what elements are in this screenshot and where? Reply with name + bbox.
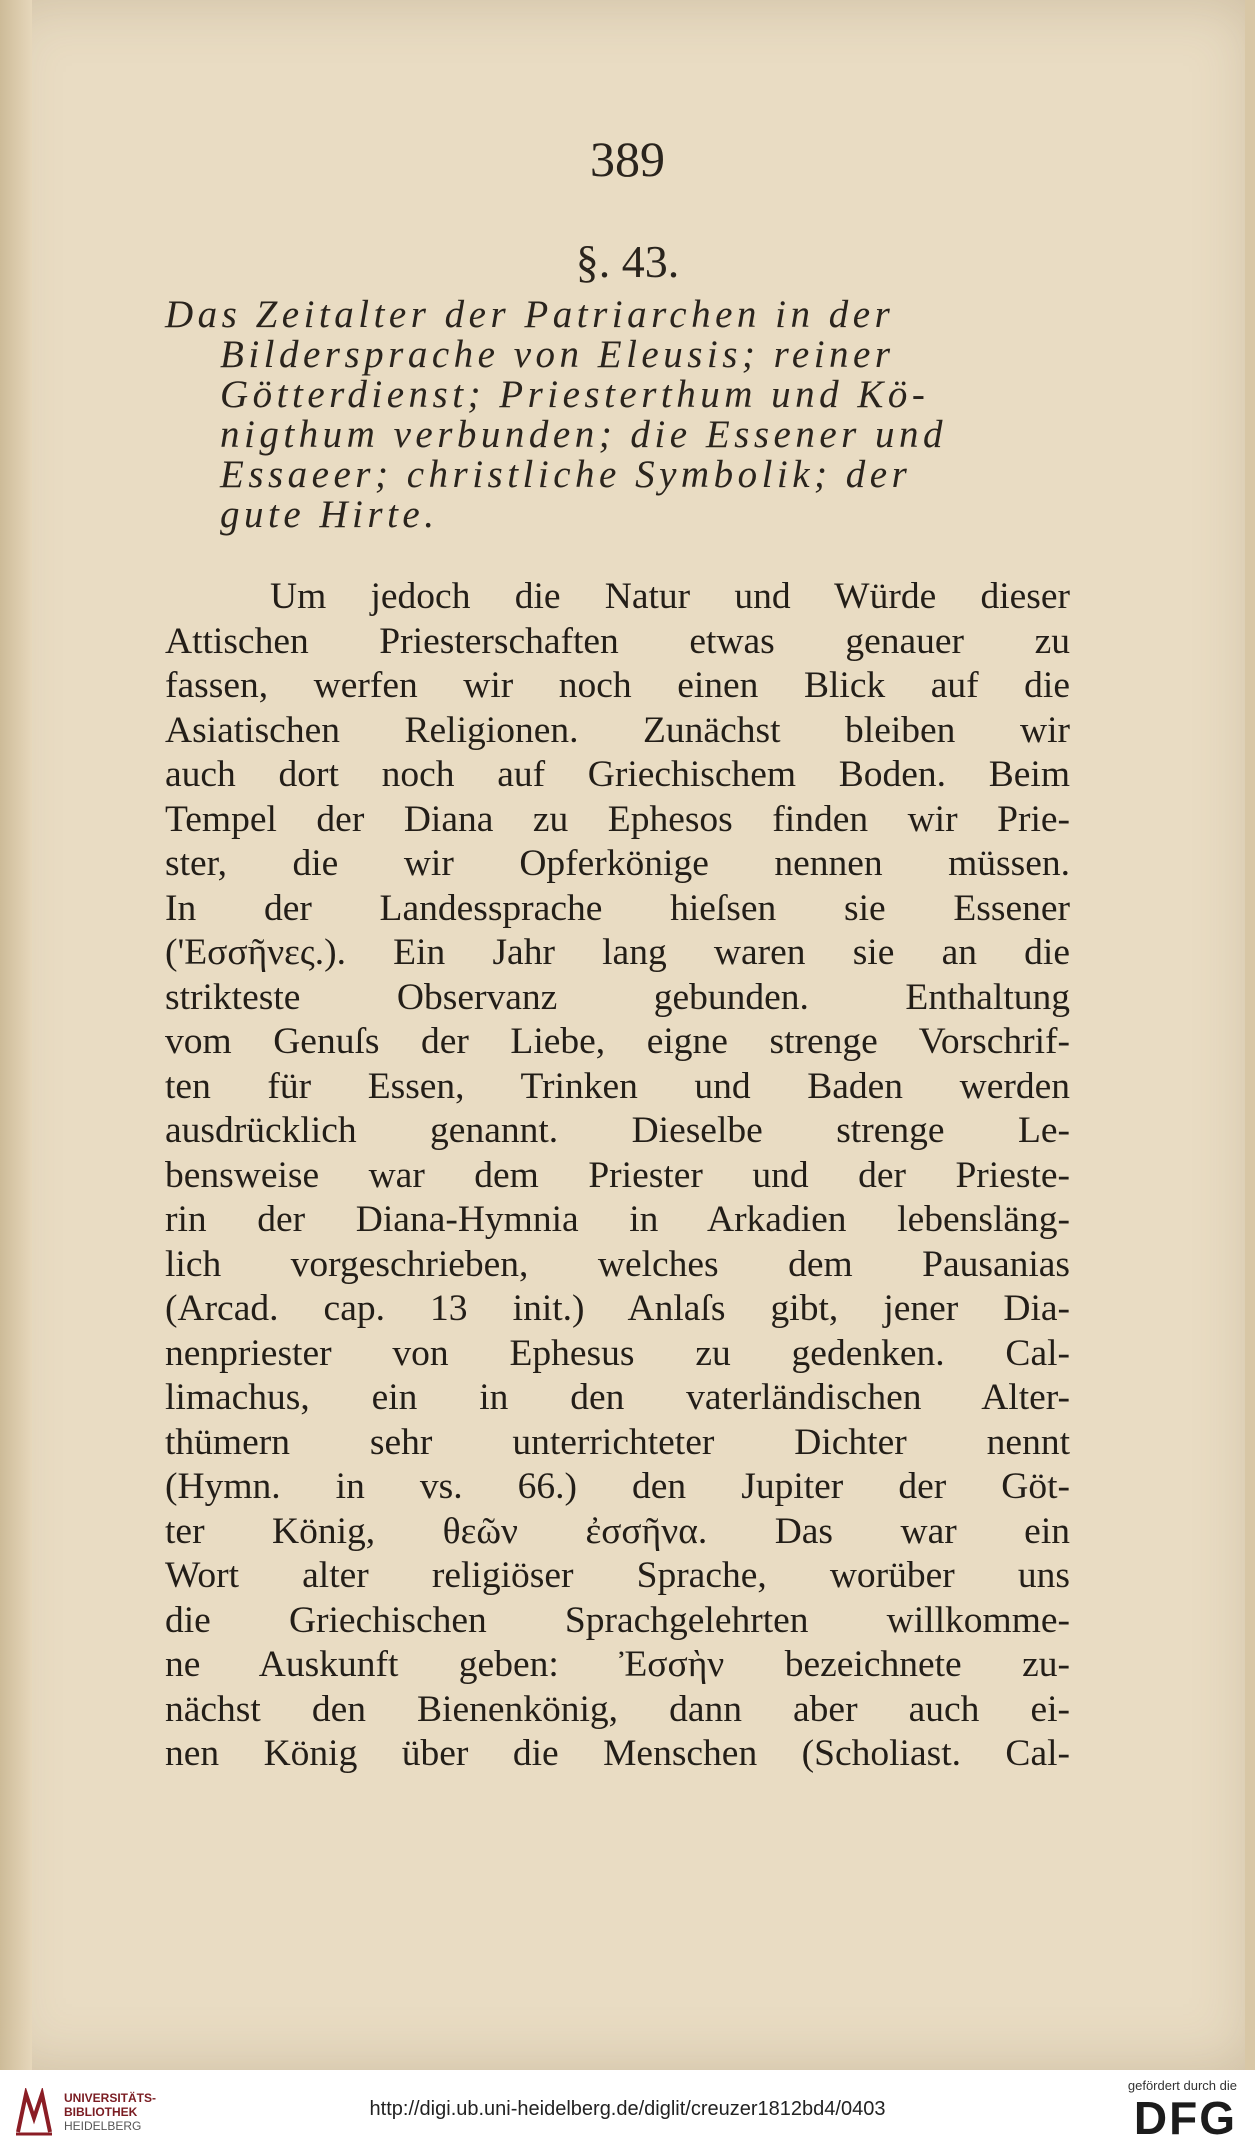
summary-line: Bildersprache von Eleusis; reiner (220, 333, 895, 376)
library-name-line: UNIVERSITÄTS- (64, 2091, 157, 2105)
body-line: thümern sehr unterrichteter Dichter nennt (165, 1421, 1070, 1463)
summary-line: gute Hirte. (220, 493, 439, 536)
body-line: ter König, θεῶν ἐσσῆνα. Das war ein (165, 1510, 1070, 1552)
viewer-footer (0, 2070, 1255, 2155)
body-line: Tempel der Diana zu Ephesos finden wir Prie- (165, 798, 1070, 840)
body-line: ('Εσσῆνες.). Ein Jahr lang waren sie an die (165, 932, 1070, 973)
body-line: vom Genuſs der Liebe, eigne strenge Vorschrif- (165, 1021, 1070, 1062)
section-heading: §. 43. (575, 236, 680, 287)
page-edge (1245, 0, 1255, 2070)
body-line: (Hymn. in vs. 66.) den Jupiter der Göt- (165, 1466, 1070, 1507)
summary-line: Das Zeitalter der Patriarchen in der (165, 293, 895, 336)
body-line: (Arcad. cap. 13 init.) Anlaſs gibt, jener Dia- (165, 1288, 1070, 1329)
library-name-line: HEIDELBERG (64, 2119, 142, 2133)
dfg-logo: DFG (1133, 2092, 1237, 2144)
body-line: ausdrücklich genannt. Dieselbe strenge Le- (165, 1110, 1070, 1151)
body-line: Um jedoch die Natur und Würde dieser (270, 576, 1070, 617)
body-line: bensweise war dem Priester und der Prieste- (165, 1154, 1070, 1196)
body-line: Asiatischen Religionen. Zunächst bleiben wir (165, 709, 1070, 751)
body-line: rin der Diana-Hymnia in Arkadien lebensläng- (165, 1199, 1070, 1240)
body-line: fassen, werfen wir noch einen Blick auf die (165, 665, 1070, 706)
summary-line: Essaeer; christliche Symbolik; der (220, 453, 912, 496)
funding-credit: gefördert durch die (1127, 2078, 1237, 2093)
body-line: lich vorgeschrieben, welches dem Pausanias (165, 1243, 1070, 1285)
permalink-url[interactable]: http://digi.ub.uni-heidelberg.de/diglit/creuzer1812bd4/0403 (369, 2098, 886, 2120)
body-line: auch dort noch auf Griechischem Boden. Beim (165, 754, 1070, 795)
body-line: In der Landessprache hieſsen sie Essener (165, 887, 1070, 929)
body-line: nen König über die Menschen (Scholiast. Cal- (165, 1733, 1070, 1774)
body-line: die Griechischen Sprachgelehrten willkomme- (165, 1599, 1070, 1641)
page-number: 389 (590, 131, 665, 187)
body-line: Attischen Priesterschaften etwas genauer zu (165, 620, 1070, 662)
summary-line: nigthum verbunden; die Essener und (220, 413, 948, 456)
summary-line: Götterdienst; Priesterthum und Kö- (220, 373, 930, 416)
body-line: Wort alter religiöser Sprache, worüber uns (165, 1555, 1070, 1596)
body-line: ten für Essen, Trinken und Baden werden (165, 1065, 1070, 1107)
library-name-line: BIBLIOTHEK (64, 2105, 138, 2119)
body-line: limachus, ein in den vaterländischen Alter- (165, 1377, 1070, 1418)
page-gutter (0, 0, 32, 2070)
body-line: nenpriester von Ephesus zu gedenken. Cal- (165, 1332, 1070, 1374)
funder-block[interactable] (1128, 2078, 1237, 2143)
body-line: nächst den Bienenkönig, dann aber auch ei- (165, 1688, 1070, 1730)
body-line: ster, die wir Opferkönige nennen müssen. (165, 843, 1070, 884)
body-line: strikteste Observanz gebunden. Enthaltung (165, 976, 1070, 1018)
body-line: ne Auskunft geben: Ἐσσὴν bezeichnete zu- (165, 1644, 1070, 1685)
body-text (165, 575, 1070, 1777)
section-summary (165, 295, 1070, 535)
